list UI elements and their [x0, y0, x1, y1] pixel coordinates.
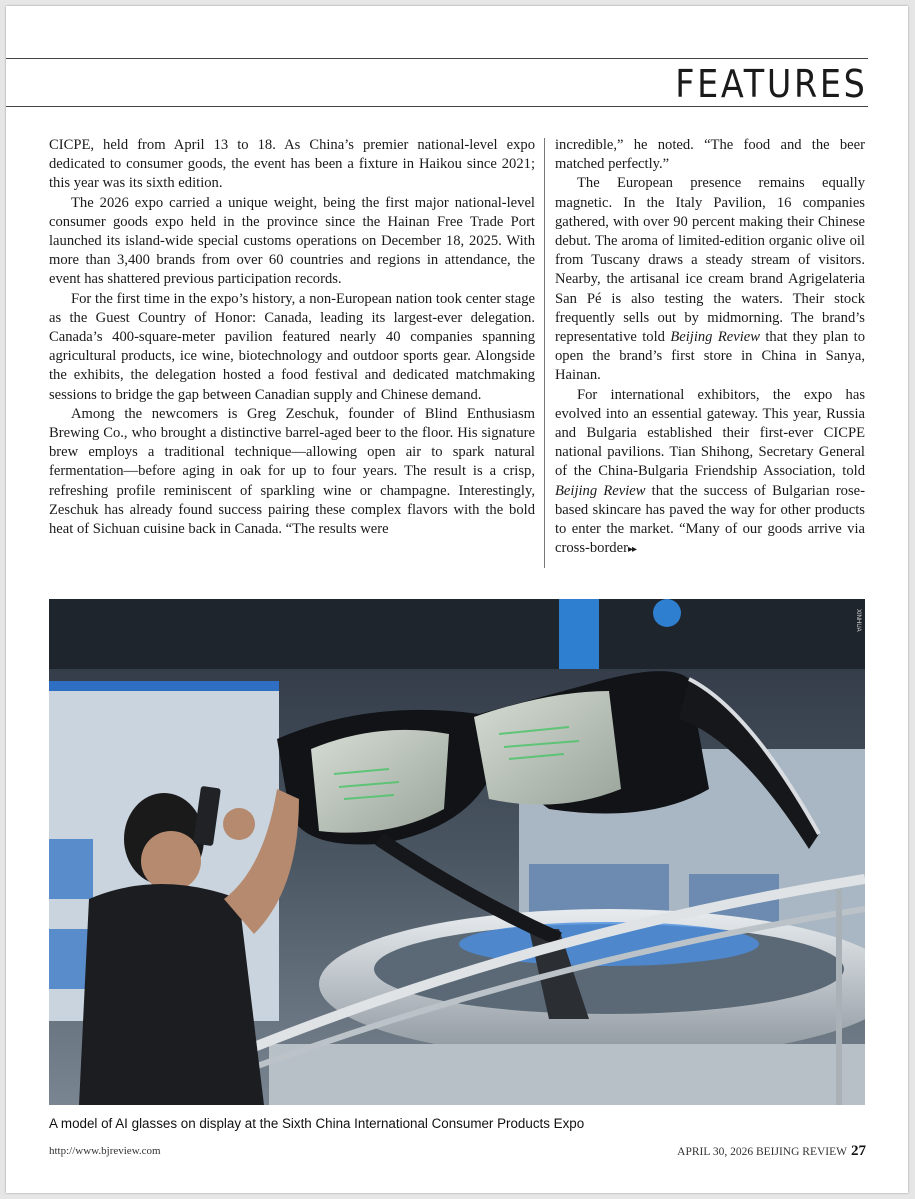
header-rule-bottom [6, 106, 868, 107]
feature-photo [49, 599, 865, 1105]
footer-url: http://www.bjreview.com [49, 1145, 161, 1157]
left-column [49, 136, 535, 539]
paragraph: The 2026 expo carried a unique weight, being the first major national-level consumer goods expo held in the province since the Hainan Free Trade Port launched its island-wide special customs operations on December 18, 2025. With more than 3,400 brands from over 60 countries and regions in attendance, the event has shattered previous participation records. [49, 194, 535, 288]
page-number: 27 [851, 1143, 866, 1159]
paragraph: incredible,” he noted. “The food and the beer matched perfectly.” [555, 137, 865, 173]
photo-credit: XINHUA [855, 609, 861, 632]
paragraph: For the first time in the expo’s history, a non-European nation took center stage as the Guest Country of Honor: Canada, leading its largest-ever delegation. Canada’s 400-square-meter pavilion featured nearly 40 companies spanning agricultural products, ice wine, biotechnology and outdoor sports gear. Alongside the exhibits, the delegation hosted a food festival and dedicated matchmaking sessions to bridge the gap between Canadian supply and Chinese demand. [49, 290, 535, 403]
paragraph: CICPE, held from April 13 to 18. As China’s premier national-level expo dedicated to consumer goods, the event has been a fixture in Haikou since 2021; this year was its sixth edition. [49, 137, 535, 192]
footer-publication: APRIL 30, 2026 BEIJING REVIEW 27 [677, 1143, 866, 1159]
continue-arrow-icon: ▸▸ [627, 544, 636, 556]
publication-name: Beijing Review [670, 329, 760, 346]
right-column [555, 136, 865, 559]
section-title: FEATURES [674, 62, 867, 106]
magazine-page [6, 6, 908, 1193]
paragraph: Among the newcomers is Greg Zeschuk, founder of Blind Enthusiasm Brewing Co., who brought a distinctive barrel-aged beer to the floor. His signature brew employs a traditional technique—allowing open air to spark natural fermentation—before aging in oak for up to four years. The result is a crisp, refreshing profile reminiscent of sparkling wine or champagne. Interestingly, Zeschuk has already found success pairing these complex flavors with the bold heat of Sichuan cuisine back in Canada. “The results were [49, 405, 535, 538]
header-rule-top [6, 58, 868, 59]
ai-glasses-photo [49, 599, 865, 1105]
paragraph: For international exhibitors, the expo has evolved into an essential gateway. This year, Russia and Bulgaria established their first-ever CICPE national pavilions. Tian Shihong, Secretary General of the China-Bulgaria Friendship Association, told Beijing Review that the success of Bulgarian rose-based skincare has paved the way for other products to enter the market. “Many of our goods arrive via cross-border▸▸ [555, 386, 866, 557]
column-divider [544, 138, 545, 568]
paragraph: The European presence remains equally magnetic. In the Italy Pavilion, 16 companies gathered, with over 90 percent making their Chinese debut. The aroma of limited-edition organic olive oil from Tuscany draws a steady stream of visitors. Nearby, the artisanal ice cream brand Agrigelateria San Pé is also testing the waters. Their stock frequently sells out by midmorning. The brand’s representative told Beijing Review that they plan to open the brand’s first store in China in Sanya, Hainan. [555, 175, 865, 384]
publication-name: Beijing Review [555, 482, 646, 499]
photo-caption: A model of AI glasses on display at the Sixth China International Consumer Products Expo [49, 1116, 585, 1131]
